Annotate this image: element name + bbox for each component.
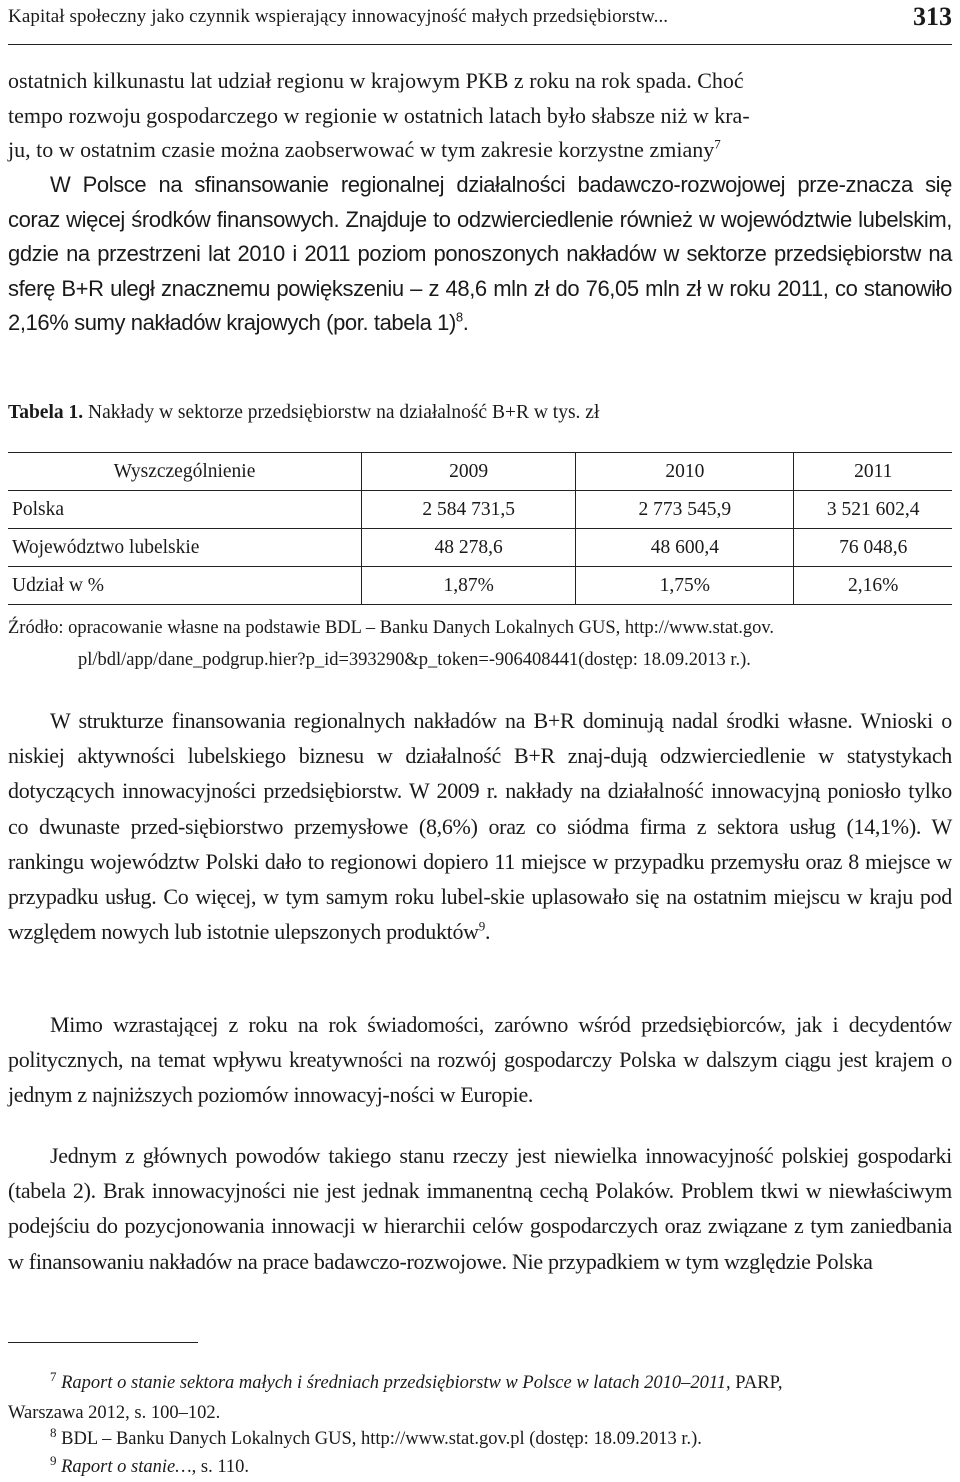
footnote-number-9: 9 — [50, 1452, 57, 1468]
header-cell: 2011 — [794, 453, 952, 491]
table-cell: 48 600,4 — [576, 529, 794, 567]
footnote-9 — [8, 1452, 952, 1482]
footnote-8 — [8, 1424, 952, 1454]
table-caption-label: Tabela 1. — [8, 402, 84, 423]
running-header — [8, 0, 952, 45]
rd-financing-paragraph — [8, 168, 952, 341]
footnote-ref-7: 7 — [714, 136, 721, 152]
header-cell: Wyszczególnienie — [8, 453, 362, 491]
table-row — [8, 567, 952, 605]
footnote-7-title: Raport o stanie sektora małych i średniach przedsiębiorstw w Polsce w latach 2010–2011 — [61, 1373, 727, 1393]
table-caption — [8, 402, 599, 424]
table-cell: 2,16% — [794, 567, 952, 605]
row-label: Udział w % — [8, 567, 362, 605]
rd-financing-end: . — [462, 310, 469, 335]
intro-line-2: tempo rozwoju gospodarczego w regionie w ostatnich latach było słabsze niż w kra- — [8, 102, 750, 128]
table-source-line-1: Źródło: opracowanie własne na podstawie BDL – Banku Danych Lokalnych GUS, http://www.stat.gov. — [8, 618, 775, 638]
rd-expenditure-table — [8, 452, 952, 605]
financing-structure-paragraph — [8, 703, 952, 949]
awareness-paragraph: Mimo wzrastającej z roku na rok świadomości, zarówno wśród przedsiębiorców, jak i decydentów politycznych, na temat wpływu kreatywności na rozwój gospodarczy Polska w dalszym ciągu jest krajem o jednym z najniższych poziomów innowacyj-ności w Europie. — [8, 1012, 952, 1108]
footnote-ref-9: 9 — [478, 918, 485, 934]
table-cell: 3 521 602,4 — [794, 491, 952, 529]
table-header-row — [8, 453, 952, 491]
page-number: 313 — [913, 2, 952, 31]
intro-paragraph — [8, 64, 952, 168]
footnote-8-text: BDL – Banku Danych Lokalnych GUS, http://www.stat.gov.pl (dostęp: 18.09.2013 r.). — [61, 1429, 702, 1449]
footnote-separator — [8, 1342, 198, 1343]
table-source — [8, 612, 952, 676]
financing-structure-text: W strukturze finansowania regionalnych nakładów na B+R dominują nadal środki własne. Wnioski o niskiej aktywności lubelskiego biznesu w działalność B+R znaj-dują odzwierciedlenie w statystykach dotyczących innowacyjności przedsiębiorstw. W 2009 r. nakłady na działalność innowacyjną poniosło tylko co dwunaste przed-siębiorstwo przemysłowe (8,6%) oraz co siódma firma z sektora usług (14,1%). W rankingu województw Polski dało to regionowi dopiero 11 miejsce w przypadku przemysłu oraz 8 miejsce w przypadku usług. Co więcej, w tym samym roku lubel-skie uplasowało się na ostatnim miejscu w kraju pod względem nowych lub istotnie ulepszonych produktów — [8, 708, 952, 945]
table-row — [8, 491, 952, 529]
header-cell: 2010 — [576, 453, 794, 491]
table-cell: 1,87% — [362, 567, 576, 605]
footnote-ref-8: 8 — [455, 309, 463, 325]
footnote-number-8: 8 — [50, 1424, 57, 1440]
table-cell: 48 278,6 — [362, 529, 576, 567]
table-cell: 2 584 731,5 — [362, 491, 576, 529]
table-source-line-2: pl/bdl/app/dane_podgrup.hier?p_id=393290&p_token=-906408441(dostęp: 18.09.2013 r.). — [78, 650, 751, 670]
footnote-9-title: Raport o stanie… — [61, 1457, 192, 1477]
footnote-7 — [8, 1368, 952, 1428]
footnote-number-7: 7 — [50, 1368, 57, 1384]
footnote-7-rest: , PARP, — [726, 1373, 783, 1393]
row-label: Polska — [8, 491, 362, 529]
footnote-7-line-2: Warszawa 2012, s. 100–102. — [8, 1403, 221, 1423]
table-cell: 76 048,6 — [794, 529, 952, 567]
footnote-9-rest: , s. 110. — [191, 1457, 250, 1477]
table-row — [8, 529, 952, 567]
table-caption-text: Nakłady w sektorze przedsiębiorstw na działalność B+R w tys. zł — [88, 402, 600, 423]
table-cell: 2 773 545,9 — [576, 491, 794, 529]
running-title: Kapitał społeczny jako czynnik wspierający innowacyjność małych przedsiębiorstw... — [8, 6, 669, 27]
header-cell: 2009 — [362, 453, 576, 491]
row-label: Województwo lubelskie — [8, 529, 362, 567]
intro-line-1: ostatnich kilkunastu lat udział regionu w krajowym PKB z roku na rok spada. Choć — [8, 68, 744, 93]
intro-line-3: ju, to w ostatnim czasie można zaobserwować w tym zakresie korzystne zmiany — [8, 137, 715, 163]
rd-financing-text: W Polsce na sfinansowanie regionalnej działalności badawczo-rozwojowej prze-znacza się coraz więcej środków finansowych. Znajduje to odzwierciedlenie również w województwie lubelskim, gdzie na przestrzeni lat 2010 i 2011 poziom ponoszonych nakładów w sektorze przedsiębiorstw na sferę B+R uległ znacznemu powiększeniu – z 48,6 mln zł do 76,05 mln zł w roku 2011, co stanowiło 2,16% sumy nakładów krajowych (por. tabela 1) — [8, 172, 952, 335]
innovation-reasons-paragraph: Jednym z głównych powodów takiego stanu rzeczy jest niewielka innowacyjność polskiej gospodarki (tabela 2). Brak innowacyjności nie jest jednak immanentną cechą Polaków. Problem tkwi w niewłaściwym podejściu do pozycjonowania innowacji w hierarchii celów gospodarczych oraz związane z tym zaniedbania w finansowaniu nakładów na prace badawczo-rozwojowe. Nie przypadkiem w tym względzie Polska — [8, 1143, 952, 1274]
table-cell: 1,75% — [576, 567, 794, 605]
financing-structure-end: . — [484, 919, 491, 945]
